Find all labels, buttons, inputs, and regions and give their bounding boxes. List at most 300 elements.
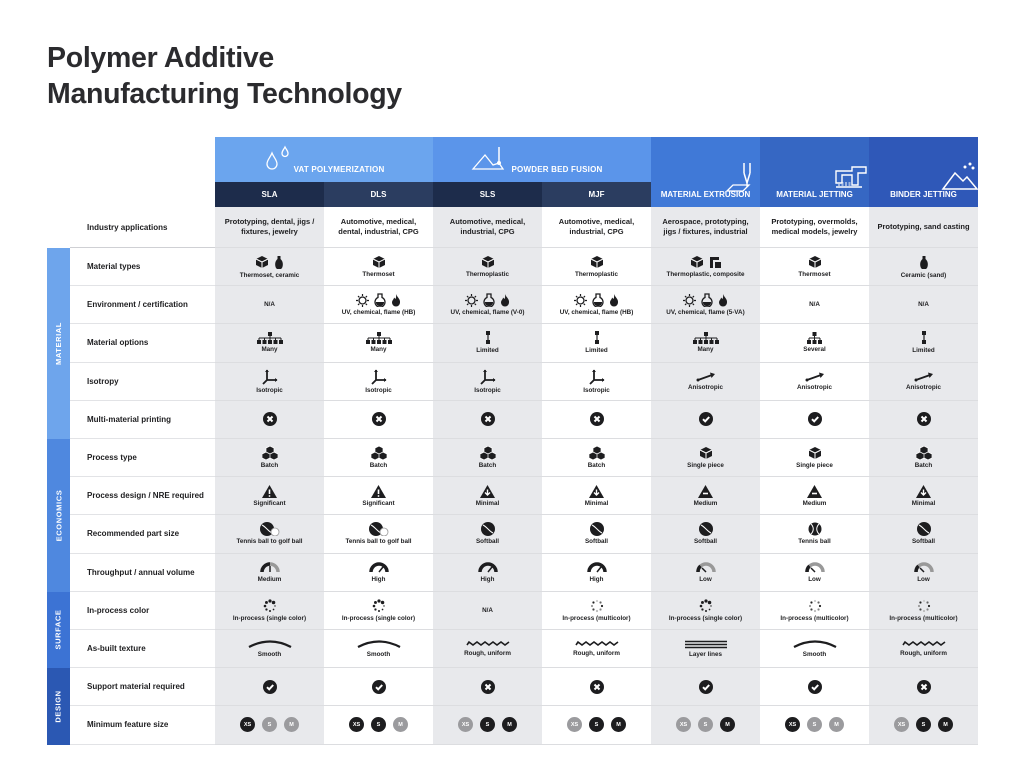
industry-row: [47, 207, 978, 248]
cell-icons: [901, 640, 947, 648]
tree-limited-icon: [920, 331, 928, 345]
size-xs-badge: XS: [240, 717, 255, 732]
group-label: POWDER BED FUSION: [511, 165, 603, 174]
cell-icons: [465, 640, 511, 648]
check-circle-icon: [808, 412, 822, 426]
industry-cell: Automotive, medical, industrial, CPG: [433, 207, 542, 248]
tech-header-row: [215, 182, 651, 207]
cell-text: Isotropic: [256, 386, 283, 394]
table-cell: [324, 668, 433, 706]
table-cell: [760, 554, 869, 592]
industry-cell: Prototyping, overmolds, medical models, jewelry: [760, 207, 869, 248]
size-s-badge: S: [698, 717, 713, 732]
table-row: [47, 363, 978, 401]
row-label: Support material required: [70, 668, 215, 706]
cell-icons: [484, 331, 492, 345]
table-row: [47, 324, 978, 362]
cell-icons: [589, 446, 605, 460]
cell-text: N/A: [809, 301, 820, 309]
cell-icons: [255, 255, 284, 270]
cell-icons: [481, 412, 495, 426]
table-row: [47, 286, 978, 324]
tri-down-icon: [916, 485, 931, 498]
table-cell: [324, 324, 433, 362]
table-cell: [215, 630, 324, 668]
cell-icons: [481, 680, 495, 694]
table-cell: [760, 668, 869, 706]
table-cell: [869, 286, 978, 324]
cell-text: UV, chemical, flame (HB): [559, 309, 634, 317]
cell-text: Medium: [257, 576, 282, 584]
cell-icons: [808, 599, 822, 613]
cube-icon: [255, 255, 269, 269]
table-cell: [651, 515, 760, 553]
x-circle-icon: [481, 412, 495, 426]
cell-text: Thermoplastic: [465, 271, 510, 279]
cell-icons: [808, 522, 822, 536]
table-cell: [324, 477, 433, 515]
cell-text: Softball: [911, 538, 936, 546]
row-label: Multi-material printing: [70, 401, 215, 439]
feature-size-indicator: [240, 717, 299, 732]
table-cell: [215, 248, 324, 286]
table-cell: [215, 286, 324, 324]
cube-icon: [590, 255, 604, 269]
tree-many-icon: [692, 332, 720, 344]
cell-text: Minimal: [584, 499, 609, 507]
table-cell: [215, 477, 324, 515]
cell-text: Isotropic: [365, 386, 392, 394]
table-cell: [760, 515, 869, 553]
size-xs-badge: XS: [349, 717, 364, 732]
cell-text: Smooth: [257, 651, 282, 659]
rough-icon: [901, 640, 947, 648]
cell-icons: [699, 599, 713, 613]
table-cell: [651, 439, 760, 477]
cell-icons: [480, 485, 495, 498]
warn-icon: [371, 485, 386, 498]
cell-text: Low: [699, 576, 712, 584]
x-circle-icon: [263, 412, 277, 426]
table-row: [47, 592, 978, 630]
table-cell: [760, 286, 869, 324]
table-cell: [324, 363, 433, 401]
cell-icons: [262, 446, 278, 460]
table-cell: [651, 706, 760, 744]
table-cell: [324, 286, 433, 324]
flask-icon: [701, 293, 713, 307]
cell-icons: [914, 372, 934, 382]
layers-icon: [683, 640, 729, 649]
industry-cell: Aerospace, prototyping, jigs / fixtures, industrial: [651, 207, 760, 248]
table-cell: [869, 630, 978, 668]
cell-icons: [356, 293, 401, 307]
cell-text: Anisotropic: [906, 383, 941, 391]
cell-icons: [699, 446, 713, 460]
dots-icon: [372, 599, 386, 613]
cell-text: In-process (single color): [668, 614, 743, 622]
table-cell: [651, 324, 760, 362]
section-label: MATERIAL: [54, 322, 63, 365]
ball-icon: [590, 522, 604, 536]
cell-icons: [263, 599, 277, 613]
table-cell: [324, 630, 433, 668]
x-circle-icon: [372, 412, 386, 426]
cell-icons: [696, 561, 716, 574]
vase-icon: [274, 255, 284, 270]
cell-text: Thermoplastic: [574, 271, 619, 279]
table-cell: [433, 630, 542, 668]
tech-sla: SLA: [215, 182, 324, 207]
flask-icon: [483, 293, 495, 307]
cell-text: In-process (single color): [341, 614, 416, 622]
cell-icons: [478, 561, 498, 574]
sun-icon: [465, 294, 478, 307]
table-cell: [433, 324, 542, 362]
batch-icon: [480, 446, 496, 460]
arrow-icon: [914, 372, 934, 382]
ball-tennis-icon: [808, 522, 822, 536]
table-cell: [542, 630, 651, 668]
axes-icon: [371, 369, 387, 385]
table-cell: [433, 668, 542, 706]
table-cell: [542, 363, 651, 401]
cell-icons: [917, 522, 931, 536]
gauge-high-icon: [369, 561, 389, 574]
table-cell: [433, 363, 542, 401]
flame-icon: [609, 293, 619, 307]
cell-icons: [806, 332, 823, 344]
table-cell: [869, 439, 978, 477]
table-row: [47, 477, 978, 515]
size-s-badge: S: [589, 717, 604, 732]
sun-icon: [683, 294, 696, 307]
table-cell: [542, 286, 651, 324]
rough-icon: [574, 640, 620, 648]
table-cell: [542, 439, 651, 477]
sun-icon: [356, 294, 369, 307]
cell-icons: [371, 369, 387, 385]
cell-icons: [590, 599, 604, 613]
x-circle-icon: [590, 412, 604, 426]
cell-text: N/A: [918, 301, 929, 309]
size-s-badge: S: [807, 717, 822, 732]
dots-icon: [263, 599, 277, 613]
tree-limited-icon: [593, 331, 601, 345]
title-line-2: Manufacturing Technology: [47, 78, 402, 110]
tech-mjf: MJF: [542, 182, 651, 207]
batch-icon: [262, 446, 278, 460]
check-circle-icon: [808, 680, 822, 694]
size-xs-badge: XS: [567, 717, 582, 732]
smooth-icon: [792, 639, 838, 649]
table-cell: [869, 363, 978, 401]
cell-icons: [263, 412, 277, 426]
cell-icons: [465, 293, 510, 307]
section-label: SURFACE: [54, 609, 64, 651]
table-cell: [869, 324, 978, 362]
x-circle-icon: [481, 680, 495, 694]
row-label: Environment / certification: [70, 286, 215, 324]
feature-size-indicator: [676, 717, 735, 732]
tree-many-icon: [365, 332, 393, 344]
feature-size-indicator: [785, 717, 844, 732]
table-cell: [869, 515, 978, 553]
cell-text: Anisotropic: [688, 383, 723, 391]
cell-icons: [260, 522, 280, 536]
size-s-badge: S: [371, 717, 386, 732]
table-cell: [324, 554, 433, 592]
cell-icons: [371, 446, 387, 460]
cell-icons: [698, 485, 713, 498]
flask-icon: [592, 293, 604, 307]
row-label: Throughput / annual volume: [70, 554, 215, 592]
row-label: Recommended part size: [70, 515, 215, 553]
table-cell: [542, 248, 651, 286]
gauge-low-icon: [696, 561, 716, 574]
cell-icons: [917, 412, 931, 426]
cell-icons: [593, 331, 601, 345]
cell-text: Rough, uniform: [900, 650, 947, 658]
cell-icons: [916, 485, 931, 498]
table-cell: [651, 363, 760, 401]
industry-cell: Automotive, medical, industrial, CPG: [542, 207, 651, 248]
tri-minus-icon: [698, 485, 713, 498]
row-label: Industry applications: [70, 207, 215, 248]
cell-icons: [587, 561, 607, 574]
size-m-badge: M: [393, 717, 408, 732]
table-cell: [869, 554, 978, 592]
industry-cell: Automotive, medical, dental, industrial, CPG: [324, 207, 433, 248]
cell-icons: [262, 485, 277, 498]
cell-icons: [365, 332, 393, 344]
group-label: VAT POLYMERIZATION: [293, 165, 385, 174]
arrow-icon: [696, 372, 716, 382]
table-cell: [215, 592, 324, 630]
table-cell: [869, 668, 978, 706]
cell-icons: [481, 522, 495, 536]
cell-icons: [683, 293, 728, 307]
cell-icons: [590, 412, 604, 426]
cell-text: Tennis ball to golf ball: [236, 538, 303, 546]
table-cell: [324, 248, 433, 286]
cell-icons: [256, 332, 284, 344]
cell-icons: [372, 412, 386, 426]
gauge-med-icon: [260, 561, 280, 574]
check-circle-icon: [372, 680, 386, 694]
cell-icons: [699, 680, 713, 694]
cell-icons: [807, 485, 822, 498]
cell-text: High: [589, 576, 604, 584]
cell-icons: [914, 561, 934, 574]
cell-text: N/A: [264, 301, 275, 309]
table-cell: [651, 630, 760, 668]
table-cell: [760, 630, 869, 668]
industry-cell: Prototyping, dental, jigs / fixtures, jewelry: [215, 207, 324, 248]
section-label: ECONOMICS: [54, 489, 63, 542]
table-row: [47, 401, 978, 439]
cell-text: Thermoset: [798, 271, 831, 279]
tri-minus-icon: [807, 485, 822, 498]
cell-text: Limited: [585, 347, 608, 355]
cell-icons: [589, 369, 605, 385]
tree-several-icon: [806, 332, 823, 344]
group-bj: [869, 137, 978, 207]
cube-icon: [690, 255, 704, 269]
table-cell: [215, 706, 324, 744]
cell-text: Isotropic: [474, 386, 501, 394]
size-m-badge: M: [829, 717, 844, 732]
bracket-icon: [709, 256, 722, 269]
cell-text: Softball: [693, 538, 718, 546]
table-cell: [433, 592, 542, 630]
gauge-high-icon: [478, 561, 498, 574]
row-label: In-process color: [70, 592, 215, 630]
table-cell: [651, 248, 760, 286]
dots-multi-icon: [917, 599, 931, 613]
table-row: [47, 706, 978, 744]
x-circle-icon: [590, 680, 604, 694]
cell-icons: [808, 446, 822, 460]
axes-icon: [589, 369, 605, 385]
sun-icon: [574, 294, 587, 307]
cell-icons: [699, 412, 713, 426]
check-circle-icon: [263, 680, 277, 694]
table-row: [47, 554, 978, 592]
cell-text: Rough, uniform: [573, 650, 620, 658]
table-cell: [542, 592, 651, 630]
cell-icons: [920, 331, 928, 345]
cell-text: Anisotropic: [797, 383, 832, 391]
cell-icons: [808, 412, 822, 426]
cell-text: High: [480, 576, 495, 584]
size-xs-badge: XS: [458, 717, 473, 732]
page-title: [47, 40, 402, 112]
cell-icons: [369, 561, 389, 574]
table-cell: [760, 401, 869, 439]
size-xs-badge: XS: [676, 717, 691, 732]
x-circle-icon: [917, 680, 931, 694]
size-xs-badge: XS: [894, 717, 909, 732]
cell-icons: [372, 680, 386, 694]
cell-text: Batch: [478, 462, 497, 470]
row-label: As-built texture: [70, 630, 215, 668]
flask-icon: [374, 293, 386, 307]
cell-text: Many: [697, 346, 714, 354]
cell-icons: [263, 680, 277, 694]
check-circle-icon: [699, 680, 713, 694]
table-cell: [215, 401, 324, 439]
cell-text: Softball: [584, 538, 609, 546]
group-me: [651, 137, 760, 207]
ball-icon: [481, 522, 495, 536]
cell-text: Rough, uniform: [464, 650, 511, 658]
section-label: DESIGN: [54, 690, 64, 723]
table-cell: [542, 554, 651, 592]
table-cell: [651, 668, 760, 706]
feature-size-indicator: [349, 717, 408, 732]
cell-text: Thermoset: [362, 271, 395, 279]
table-cell: [869, 706, 978, 744]
table-cell: [215, 363, 324, 401]
table-cell: [869, 477, 978, 515]
group-mj: [760, 137, 869, 207]
table-cell: [215, 439, 324, 477]
cell-text: Limited: [912, 347, 935, 355]
cell-text: Significant: [362, 499, 395, 507]
cube-icon: [372, 255, 386, 269]
table-cell: [324, 706, 433, 744]
smooth-icon: [247, 639, 293, 649]
cell-icons: [371, 485, 386, 498]
cell-text: Thermoset, ceramic: [239, 271, 300, 279]
cube-icon: [481, 255, 495, 269]
cell-icons: [372, 255, 386, 269]
table-cell: [433, 706, 542, 744]
cube-icon: [699, 446, 713, 460]
cell-text: UV, chemical, flame (5-VA): [666, 309, 745, 317]
cell-text: Thermoplastic, composite: [666, 271, 745, 279]
cell-icons: [916, 446, 932, 460]
table-cell: [760, 248, 869, 286]
cell-icons: [247, 639, 293, 649]
table-cell: [542, 401, 651, 439]
cell-text: Minimal: [911, 499, 936, 507]
group-label: MATERIAL JETTING: [776, 190, 853, 199]
cell-icons: [805, 561, 825, 574]
cell-text: Medium: [693, 499, 718, 507]
cell-icons: [589, 485, 604, 498]
table-cell: [542, 515, 651, 553]
gauge-high-icon: [587, 561, 607, 574]
row-label: Minimum feature size: [70, 706, 215, 744]
cell-icons: [805, 372, 825, 382]
ball-icon: [699, 522, 713, 536]
table-cell: [760, 363, 869, 401]
size-m-badge: M: [720, 717, 735, 732]
cell-icons: [480, 369, 496, 385]
check-circle-icon: [699, 412, 713, 426]
table-cell: [215, 515, 324, 553]
group-label: MATERIAL EXTRUSION: [660, 190, 751, 199]
tri-down-icon: [480, 485, 495, 498]
tree-limited-icon: [484, 331, 492, 345]
cell-text: Smooth: [366, 651, 391, 659]
table-row: [47, 668, 978, 706]
table-cell: [215, 668, 324, 706]
table-cell: [542, 324, 651, 362]
arrow-icon: [805, 372, 825, 382]
cell-text: UV, chemical, flame (HB): [341, 309, 416, 317]
cell-icons: [590, 255, 604, 269]
title-line-1: Polymer Additive: [47, 42, 274, 74]
table-cell: [433, 286, 542, 324]
table-row: [47, 439, 978, 477]
dots-multi-icon: [808, 599, 822, 613]
batch-icon: [371, 446, 387, 460]
row-label: Process type: [70, 439, 215, 477]
cell-text: Smooth: [802, 651, 827, 659]
table-cell: [760, 706, 869, 744]
table-cell: [651, 554, 760, 592]
cell-text: In-process (multicolor): [780, 614, 849, 622]
cell-icons: [260, 561, 280, 574]
table-cell: [324, 515, 433, 553]
table-cell: [760, 439, 869, 477]
cell-text: Low: [808, 576, 821, 584]
table-cell: [542, 477, 651, 515]
table-cell: [324, 401, 433, 439]
